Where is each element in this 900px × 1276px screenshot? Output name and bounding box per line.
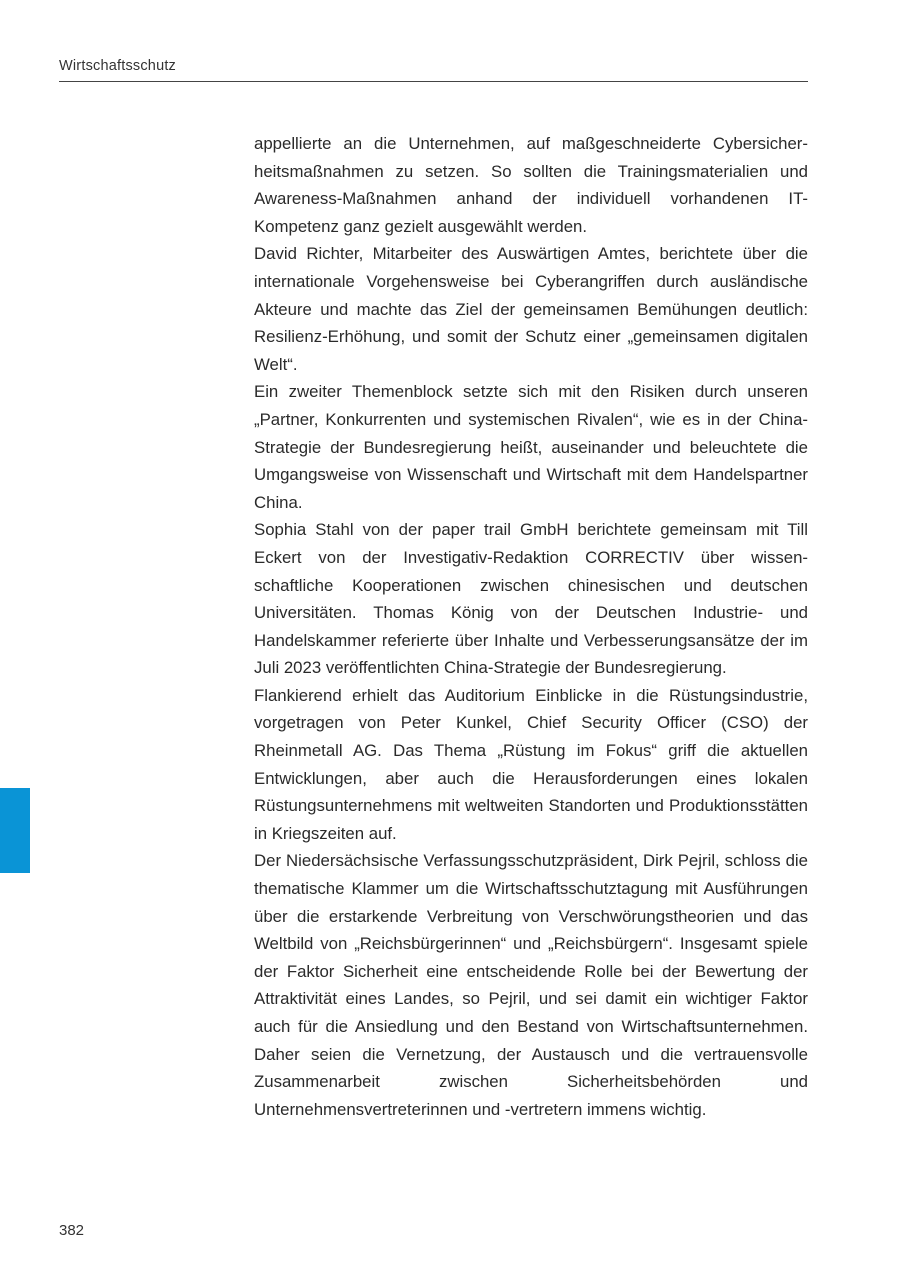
paragraph-verfassungsschutz: Der Niedersächsische Verfassungsschutzpräsident, Dirk Pejril, schloss die thematische Klammer um die Wirtschaftsschutztagung mit Ausführungen über die erstarkende Verbreitung von Verschwörungstheorien und das Weltbild von „Reichsbürgerinnen“ und „Reichsbürgern“. Insgesamt spiele der Faktor Sicherheit eine entscheidende Rolle bei der Bewertung der Attraktivität eines Landes, so Pejril, und sei damit ein wichtiger Faktor auch für die Ansiedlung und den Bestand von Wirtschaftsunternehmen. Daher seien die Vernetzung, der Austausch und die vertrauensvolle Zusammenarbeit zwischen Sicherheitsbehörden und Unternehmensvertreterinnen und -vertretern immens wichtig. xyxy=(254,851,808,1119)
paragraph-defense-industry: Flankierend erhielt das Auditorium Einblicke in die Rüstungsindustrie, vorgetragen von Peter Kunkel, Chief Security Officer (CSO) der Rheinmetall AG. Das Thema „Rüstung im Fokus“ griff die aktuellen Entwicklungen, aber auch die Herausforderungen eines lokalen Rüstungsunternehmens mit weltweiten Standorten und Produktionsstätten in Kriegszeiten auf. xyxy=(254,685,808,843)
article-body xyxy=(254,130,808,1123)
paragraph-china-themeblock: Ein zweiter Themenblock setzte sich mit den Risiken durch unseren „Partner, Konkurrenten und systemischen Rivalen“, wie es in der China-Strategie der Bundesregierung heißt, auseinander und beleuchtete die Umgangsweise von Wissenschaft und Wirtschaft mit dem Handelspartner China. xyxy=(254,382,808,512)
paragraph-foreign-office: David Richter, Mitarbeiter des Auswärtigen Amtes, berichtete über die internationale Vorgehensweise bei Cyberangriffen durch ausländische Akteure und machte das Ziel der gemeinsamen Bemühungen deutlich: Resilienz-Erhöhung, und somit der Schutz einer „gemeinsamen digitalen Welt“. xyxy=(254,244,808,374)
running-header-title: Wirtschaftsschutz xyxy=(59,58,177,74)
chapter-thumb-tab xyxy=(0,788,30,873)
paragraph-cyber-measures: appellierte an die Unternehmen, auf maßgeschneiderte Cybersicherheitsmaßnahmen zu setzen. So sollten die Trainingsmaterialien und Awareness-Maßnahmen anhand der individuell vorhandenen IT-Kompetenz ganz gezielt ausgewählt werden. xyxy=(254,134,808,236)
paragraph-academic-cooperation: Sophia Stahl von der paper trail GmbH berichtete gemeinsam mit Till Eckert von der Investigativ-Redaktion CORRECTIV über wissenschaftliche Kooperationen zwischen chinesischen und deutschen Universitäten. Thomas König von der Deutschen Industrie- und Handelskammer referierte über Inhalte und Verbesserungsansätze der im Juli 2023 veröffentlichten China-Strategie der Bundesregierung. xyxy=(254,520,808,678)
page-number: 382 xyxy=(59,1222,85,1239)
header-divider xyxy=(59,81,808,82)
